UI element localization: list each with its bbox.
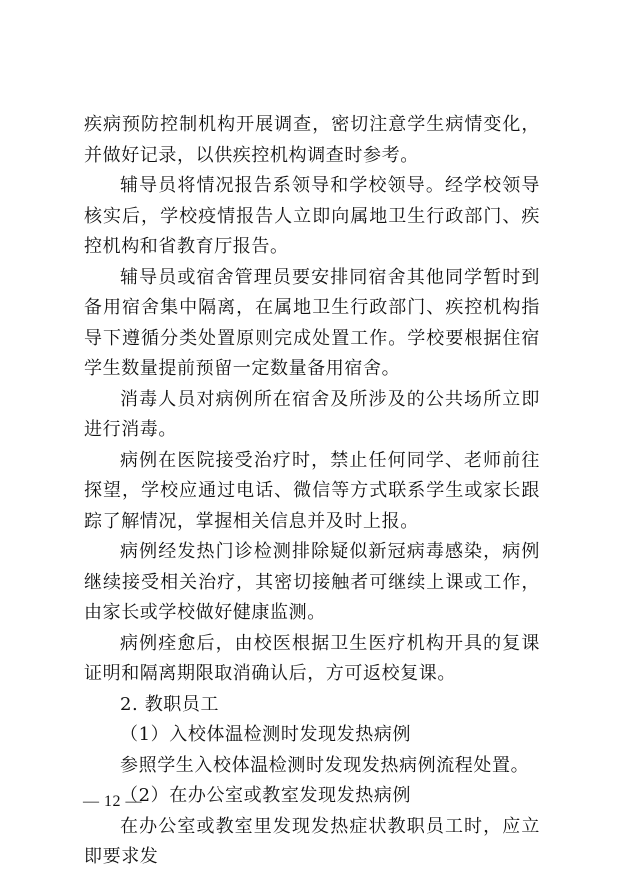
paragraph-report-leaders: 辅导员将情况报告系领导和学校领导。经学校领导核实后，学校疫情报告人立即向属地卫生行政部门、疾控机构和省教育厅报告。 (84, 175, 540, 257)
subheading-entry-temperature: （1）入校体温检测时发现发热病例 (120, 724, 412, 745)
paragraph-return-to-school: 病例痊愈后，由校医根据卫生医疗机构开具的复课证明和隔离期限取消确认后，方可返校复课。 (84, 632, 540, 684)
paragraph-office-procedure: 在办公室或教室里发现发热症状教职员工时，应立即要求发 (84, 815, 540, 867)
page-number: — 12 — (83, 793, 142, 810)
paragraph-continuation: 疾病预防控制机构开展调查，密切注意学生病情变化，并做好记录，以供疾控机构调查时参考。 (84, 114, 540, 166)
section-heading-staff: 2. 教职员工 (120, 693, 220, 715)
paragraph-entry-procedure: 参照学生入校体温检测时发现发热病例流程处置。 (120, 754, 530, 776)
paragraph-dorm-isolation: 辅导员或宿舍管理员要安排同宿舍其他同学暂时到备用宿舍集中隔离，在属地卫生行政部门、疾控机构指导下遵循分类处置原则完成处置工作。学校要根据住宿学生数量提前预留一定数量备用宿舍。 (84, 266, 540, 379)
paragraph-disinfection: 消毒人员对病例所在宿舍及所涉及的公共场所立即进行消毒。 (84, 388, 540, 440)
paragraph-exclusion-result: 病例经发热门诊检测排除疑似新冠病毒感染，病例继续接受相关治疗，其密切接触者可继续上课或工作，由家长或学校做好健康监测。 (84, 541, 540, 623)
document-body (84, 110, 540, 873)
paragraph-hospital-treatment: 病例在医院接受治疗时，禁止任何同学、老师前往探望，学校应通过电话、微信等方式联系学生或家长跟踪了解情况，掌握相关信息并及时上报。 (84, 449, 540, 532)
subheading-office-classroom: （2）在办公室或教室发现发热病例 (120, 785, 412, 806)
